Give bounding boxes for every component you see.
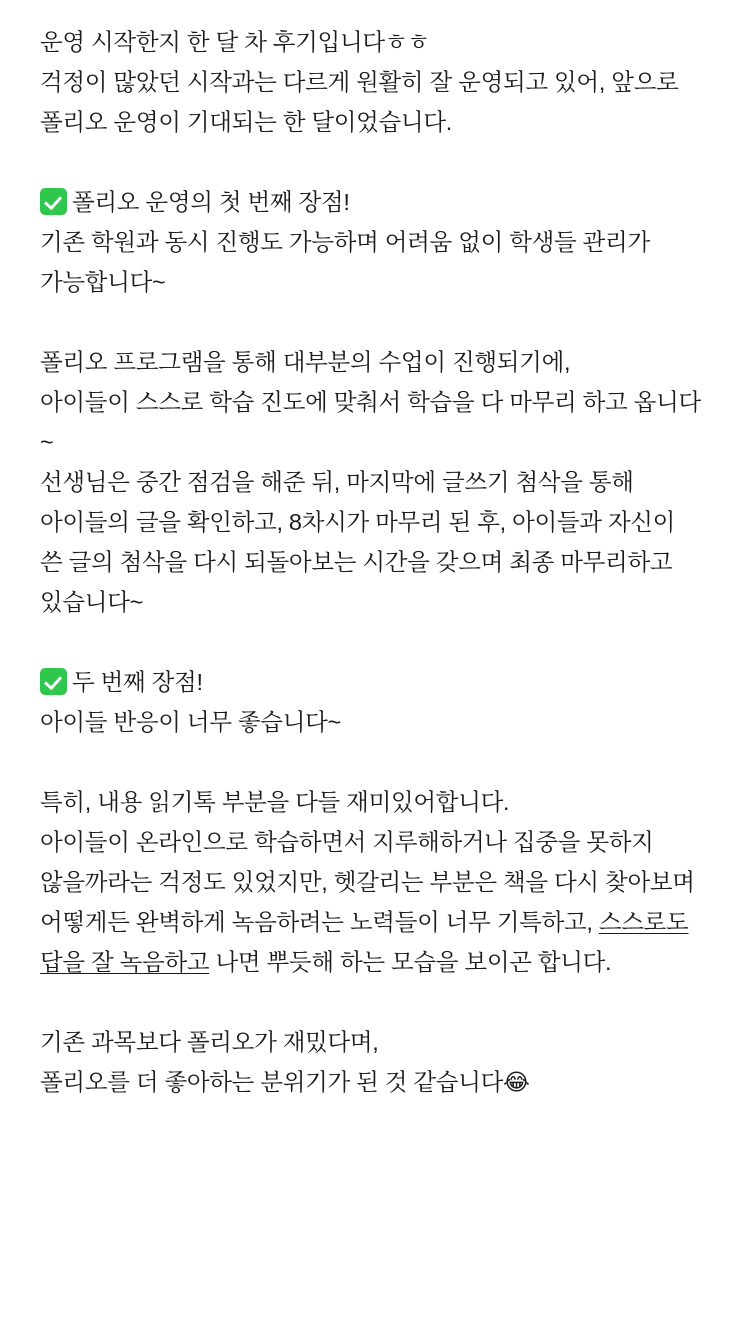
reaction-detail-line-2 xyxy=(40,822,703,982)
spacer xyxy=(40,302,703,342)
advantage-one-body: 기존 학원과 동시 진행도 가능하며 어려움 없이 학생들 관리가 가능합니다~ xyxy=(40,229,650,295)
advantage-one-heading-line xyxy=(40,182,703,222)
advantage-one-heading: 폴리오 운영의 첫 번째 장점! xyxy=(72,189,350,215)
intro-line-2: 걱정이 많았던 시작과는 다르게 원활히 잘 운영되고 있어, 앞으로 폴리오 운영이 기대되는 한 달이었습니다. xyxy=(40,69,679,135)
spacer xyxy=(40,742,703,782)
program-detail-line-1: 폴리오 프로그램을 통해 대부분의 수업이 진행되기에, xyxy=(40,349,571,375)
intro-line-1: 운영 시작한지 한 달 차 후기입니다ㅎㅎ xyxy=(40,29,430,55)
program-detail-line-3: 선생님은 중간 점검을 해준 뒤, 마지막에 글쓰기 첨삭을 통해 아이들의 글을 확인하고, 8차시가 마무리 된 후, 아이들과 자신이 쓴 글의 첨삭을 다시 되돌아보는 시간을 갖으며 최종 마무리하고 있습니다~ xyxy=(40,469,676,615)
paragraph-advantage-two xyxy=(40,662,703,742)
paragraph-program-detail xyxy=(40,342,703,622)
underlined-text: 스스로도 답을 잘 녹음하고 xyxy=(40,909,689,975)
advantage-two-body: 아이들 반응이 너무 좋습니다~ xyxy=(40,709,341,735)
advantage-two-heading: 두 번째 장점! xyxy=(72,669,203,695)
green-check-icon xyxy=(40,668,67,695)
closing-line-1: 기존 과목보다 폴리오가 재밌다며, xyxy=(40,1029,379,1055)
reaction-detail-line-1: 특히, 내용 읽기톡 부분을 다들 재미있어합니다. xyxy=(40,789,510,815)
spacer xyxy=(40,142,703,182)
paragraph-advantage-one xyxy=(40,182,703,302)
spacer xyxy=(40,982,703,1022)
closing-line-2-text: 폴리오를 더 좋아하는 분위기가 된 것 같습니다 xyxy=(40,1069,503,1095)
spacer xyxy=(40,622,703,662)
closing-line-2 xyxy=(40,1062,703,1102)
paragraph-reaction-detail xyxy=(40,782,703,982)
program-detail-line-2: 아이들이 스스로 학습 진도에 맞춰서 학습을 다 마무리 하고 옵니다~ xyxy=(40,389,701,455)
laughing-emoji: 😂 xyxy=(503,1069,530,1095)
paragraph-intro xyxy=(40,22,703,142)
advantage-two-heading-line xyxy=(40,662,703,702)
reaction-detail-line-2-text: 아이들이 온라인으로 학습하면서 지루해하거나 집중을 못하지 않을까라는 걱정도 있었지만, 헷갈리는 부분은 책을 다시 찾아보며 어떻게든 완벽하게 녹음하려는 노력들이 너무 기특하고, 스스로도 답을 잘 녹음하고 나면 뿌듯해 하는 모습을 보이곤 합니다. xyxy=(40,829,695,975)
paragraph-closing xyxy=(40,1022,703,1102)
green-check-icon xyxy=(40,188,67,215)
